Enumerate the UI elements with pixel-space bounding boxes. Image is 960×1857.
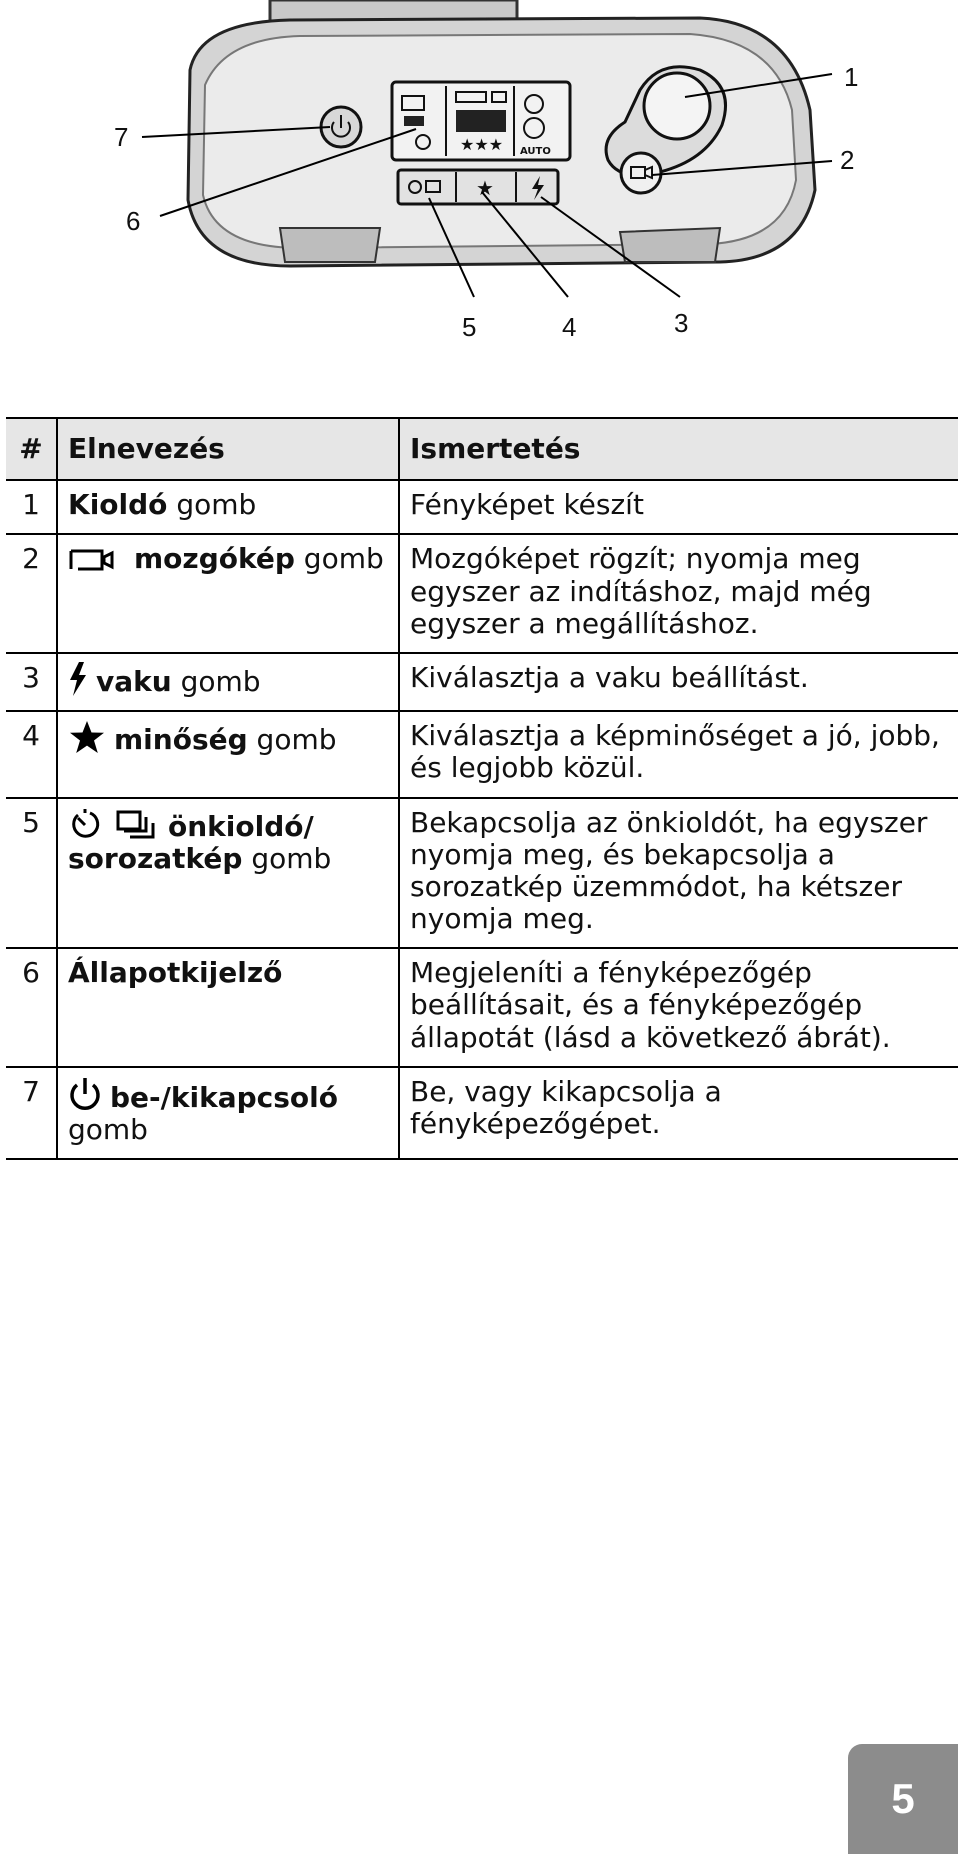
row-number: 2 — [6, 534, 57, 653]
row-name-bold: mozgókép — [134, 542, 295, 576]
callout-3: 3 — [674, 308, 689, 338]
row-number: 1 — [6, 480, 57, 534]
callout-5: 5 — [462, 312, 477, 342]
table-row — [6, 711, 958, 797]
table-row — [6, 948, 958, 1067]
row-description: Megjeleníti a fényképezőgép beállításait, és a fényképezőgép állapotát (lásd a következő ábrát). — [399, 948, 958, 1067]
table-row — [6, 798, 958, 949]
row-description: Kiválasztja a vaku beállítást. — [399, 653, 958, 711]
row-description: Kiválasztja a képminőséget a jó, jobb, és legjobb közül. — [399, 711, 958, 797]
row-name-bold: be-/kikapcsoló — [110, 1080, 338, 1114]
row-description: Be, vagy kikapcsolja a fényképezőgépet. — [399, 1067, 958, 1159]
camera-top-view-figure — [0, 0, 960, 360]
self-timer-burst-icon — [68, 807, 160, 841]
row-name-bold: vaku — [96, 664, 172, 698]
callout-7: 7 — [114, 122, 129, 152]
callout-1: 1 — [844, 62, 859, 92]
row-description: Fényképet készít — [399, 480, 958, 534]
row-name-rest: gomb — [294, 542, 384, 576]
row-description: Mozgóképet rögzít; nyomja meg egyszer az indításhoz, majd még egyszer a megállításhoz. — [399, 534, 958, 653]
parts-table — [6, 417, 958, 1160]
svg-text:★: ★ — [476, 176, 494, 200]
svg-text:★★★: ★★★ — [460, 135, 504, 154]
callout-2: 2 — [840, 145, 855, 175]
row-name — [57, 948, 399, 1067]
row-name-rest: gomb — [68, 1113, 148, 1146]
row-number: 6 — [6, 948, 57, 1067]
row-name — [57, 1067, 399, 1159]
row-name-bold: Állapotkijelző — [68, 956, 283, 990]
row-number: 7 — [6, 1067, 57, 1159]
header-name: Elnevezés — [57, 418, 399, 480]
row-name-bold: Kioldó — [68, 488, 168, 522]
row-name-rest: gomb — [242, 841, 332, 875]
header-description: Ismertetés — [399, 418, 958, 480]
row-name — [57, 798, 399, 949]
table-row — [6, 653, 958, 711]
row-number: 4 — [6, 711, 57, 797]
table-row — [6, 480, 958, 534]
page-number: 5 — [848, 1744, 958, 1854]
table-row — [6, 534, 958, 653]
row-name-rest: gomb — [171, 664, 261, 698]
star-icon — [68, 720, 106, 754]
power-icon — [68, 1076, 102, 1112]
flash-icon — [68, 662, 88, 696]
row-description: Bekapcsolja az önkioldót, ha egyszer nyomja meg, és bekapcsolja a sorozatkép üzemmódot, ha kétszer nyomja meg. — [399, 798, 958, 949]
row-name — [57, 480, 399, 534]
row-name — [57, 711, 399, 797]
row-number: 3 — [6, 653, 57, 711]
row-number: 5 — [6, 798, 57, 949]
table-row — [6, 1067, 958, 1159]
row-name-rest: gomb — [247, 723, 337, 757]
callout-4: 4 — [562, 312, 577, 342]
header-number: # — [6, 418, 57, 480]
row-name-rest: gomb — [167, 488, 257, 522]
row-name — [57, 534, 399, 653]
callout-6: 6 — [126, 206, 141, 236]
table-header-row — [6, 418, 958, 480]
row-name-bold: minőség — [114, 723, 248, 757]
camera-illustration — [0, 0, 960, 360]
row-name-bold: önkioldó/ sorozatkép — [68, 809, 314, 875]
svg-text:AUTO: AUTO — [520, 146, 551, 157]
row-name — [57, 653, 399, 711]
video-camera-icon — [68, 545, 126, 573]
